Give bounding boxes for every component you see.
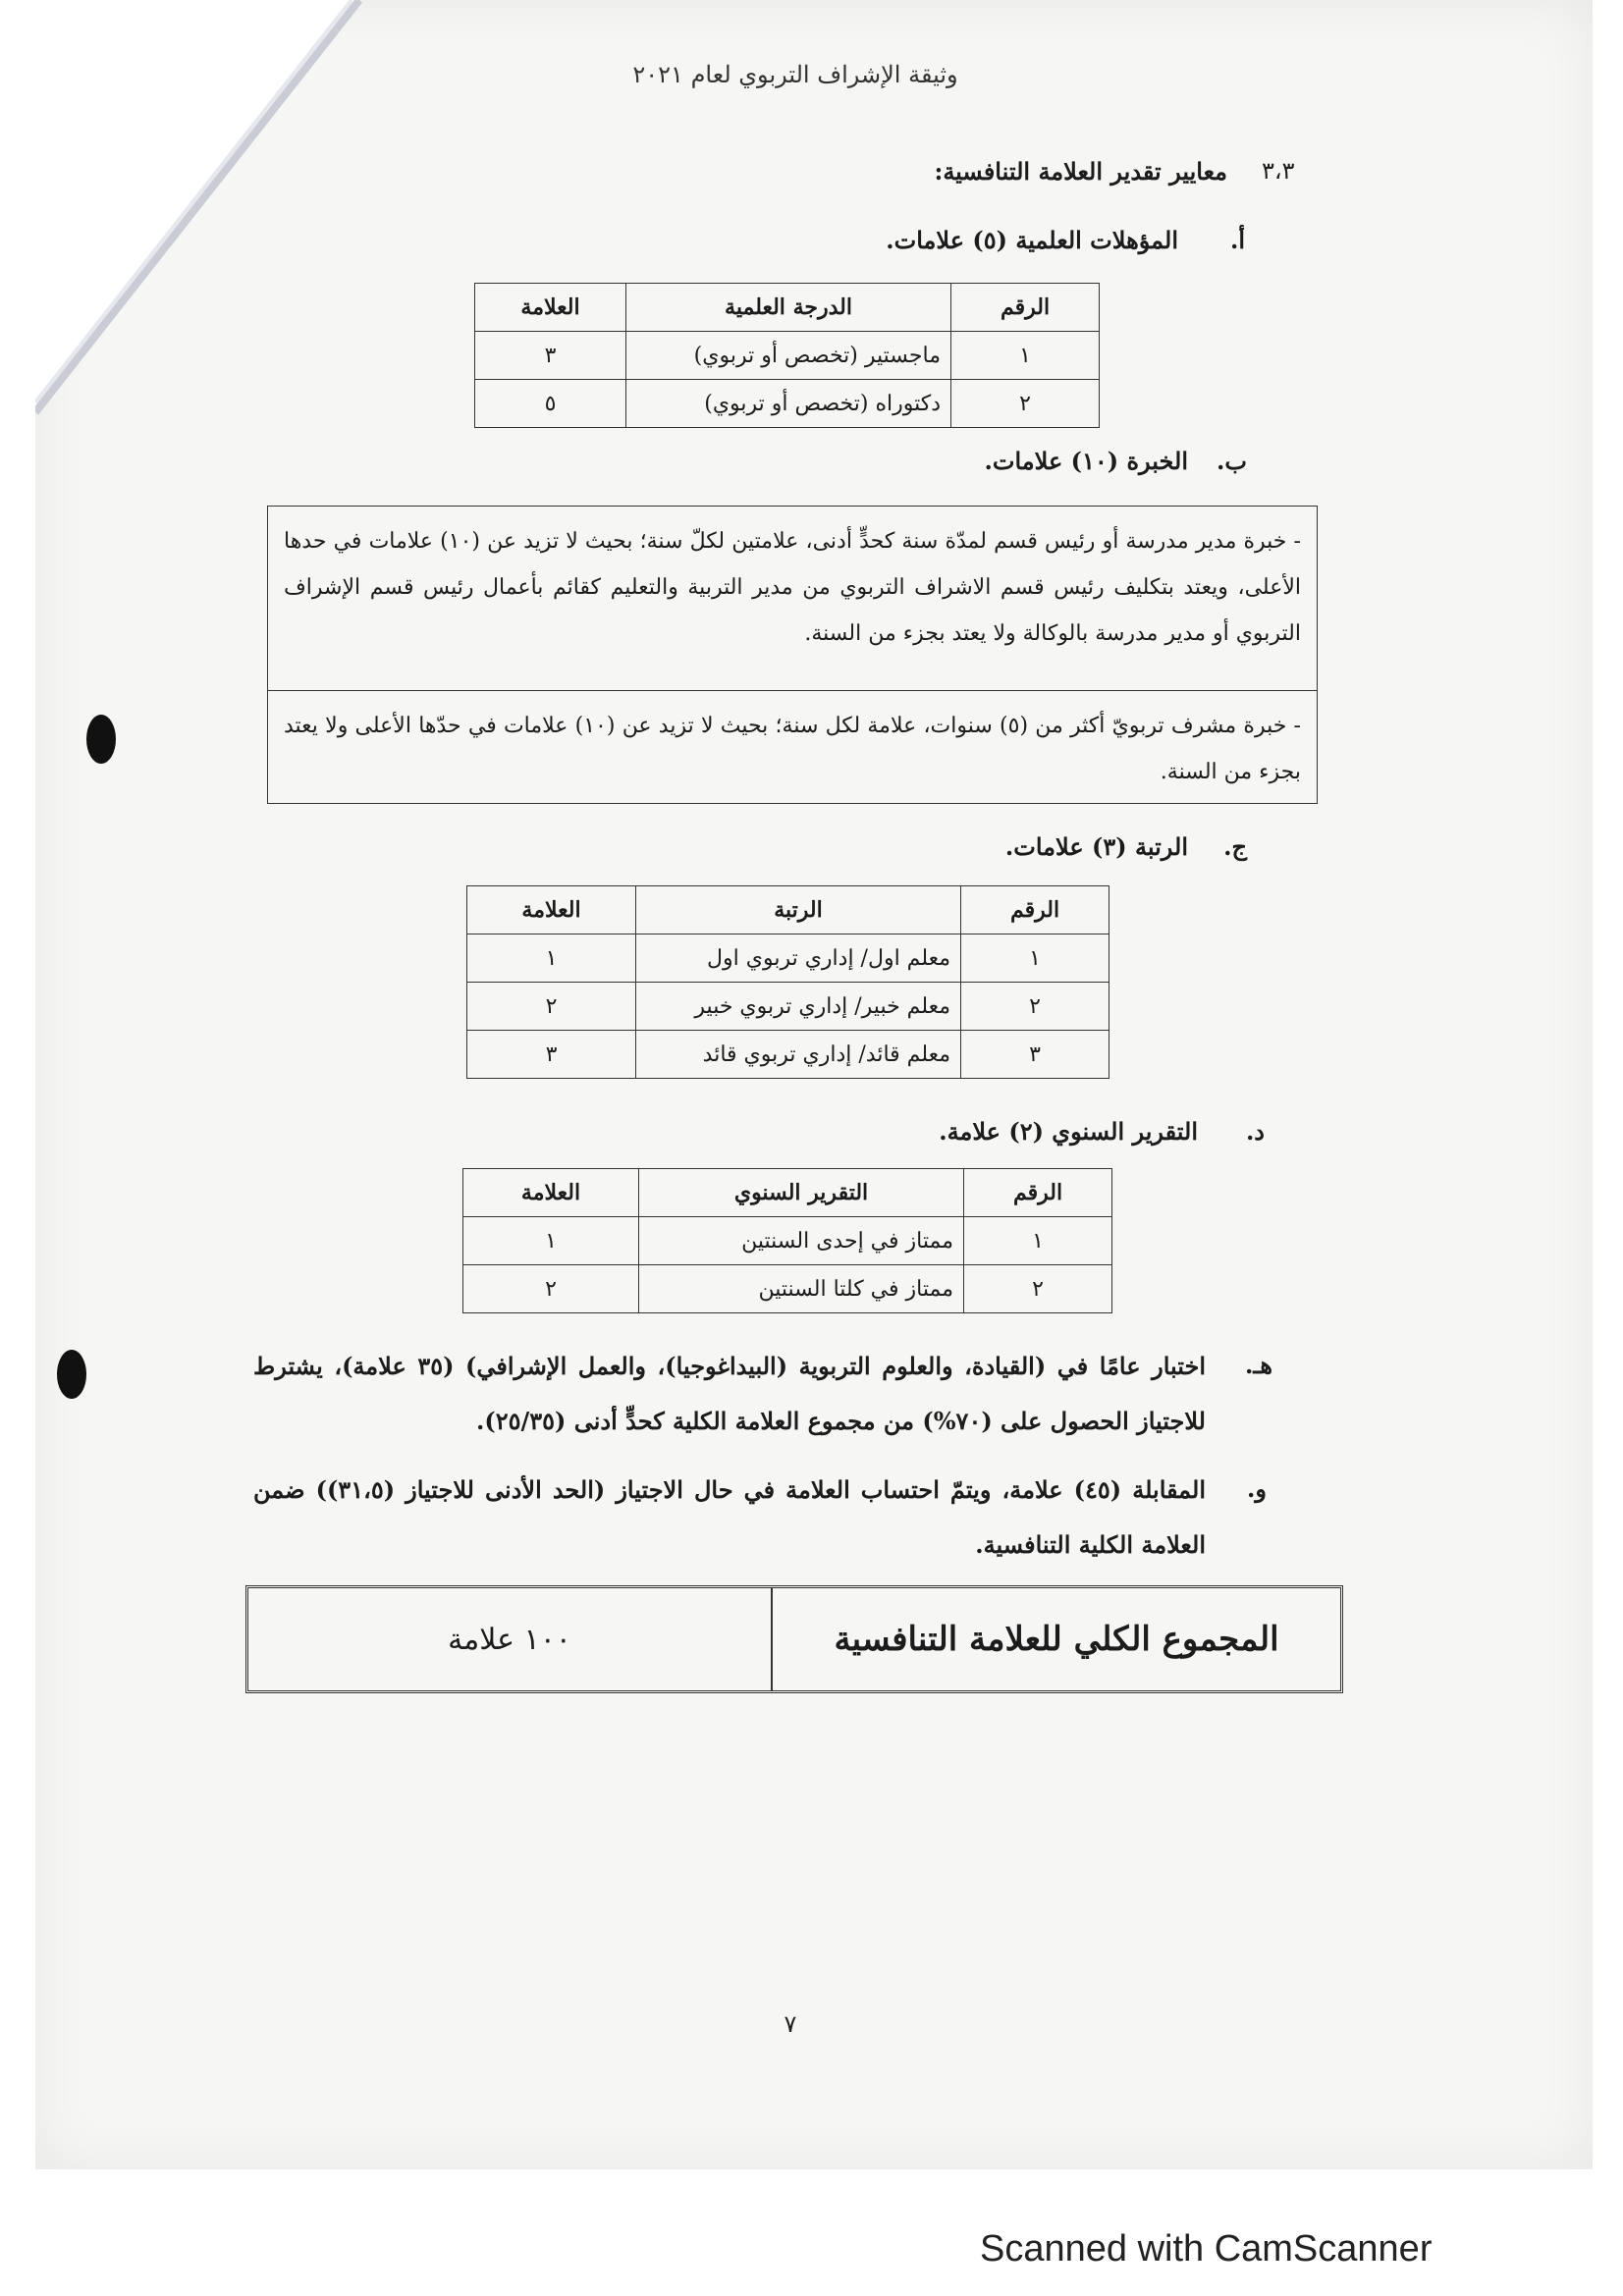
row-mark: ١ [467, 934, 636, 983]
row-number: ٢ [951, 380, 1100, 428]
column-header-report: التقرير السنوي [639, 1169, 964, 1217]
interview-paragraph: المقابلة (٤٥) علامة، ويتمّ احتساب العلامة في حال الاجتياز (الحد الأدنى للاجتياز (٣١،٥)) ضمن العلامة الكلية التنافسية. [253, 1475, 1206, 1559]
experience-marker: ب. [1217, 447, 1247, 475]
column-header-number: الرقم [964, 1169, 1112, 1217]
total-value: ١٠٠ علامة [448, 1622, 571, 1657]
annual-report-title: التقرير السنوي (٢) علامة. [939, 1117, 1198, 1146]
column-header-mark: العلامة [463, 1169, 639, 1217]
experience-item: - خبرة مشرف تربويّ أكثر من (٥) سنوات، علامة لكل سنة؛ بحيث لا تزيد عن (١٠) علامات في حدّها الأعلى ولا يعتد بجزء من السنة. [284, 714, 1301, 784]
scanner-watermark: Scanned with CamScanner [980, 2228, 1433, 2269]
row-mark: ٢ [467, 983, 636, 1031]
annual-report-marker: د. [1245, 1117, 1265, 1146]
table-row [463, 1217, 1112, 1265]
punch-hole [57, 1350, 86, 1399]
row-mark: ٣ [467, 1031, 636, 1079]
rank-table [466, 885, 1109, 1079]
total-label: المجموع الكلي للعلامة التنافسية [771, 1588, 1340, 1690]
punch-hole [86, 715, 116, 764]
row-rank: معلم خبير/ إداري تربوي خبير [636, 983, 961, 1031]
row-degree: دكتوراه (تخصص أو تربوي) [626, 380, 951, 428]
table-row [475, 380, 1100, 428]
table-header-row [467, 886, 1109, 934]
row-rank: معلم اول/ إداري تربوي اول [636, 934, 961, 983]
row-mark: ١ [463, 1217, 639, 1265]
qualifications-title: المؤهلات العلمية (٥) علامات. [886, 226, 1178, 254]
table-row [467, 934, 1109, 983]
column-header-degree: الدرجة العلمية [626, 284, 951, 332]
experience-box [267, 506, 1318, 804]
row-number: ١ [951, 332, 1100, 380]
experience-item: - خبرة مدير مدرسة أو رئيس قسم لمدّة سنة كحدٍّ أدنى، علامتين لكلّ سنة؛ بحيث لا تزيد عن (١٠) علامات في حدها الأعلى، ويعتد بتكليف رئيس قسم الاشراف التربوي من مدير التربية والتعليم كقائم بأعمال رئيس قسم الإشراف التربوي أو مدير مدرسة بالوكالة ولا يعتد بجزء من السنة. [268, 507, 1317, 691]
rank-title: الرتبة (٣) علامات. [1004, 832, 1188, 861]
row-mark: ٣ [475, 332, 626, 380]
experience-title: الخبرة (١٠) علامات. [984, 447, 1188, 475]
row-mark: ٢ [463, 1265, 639, 1313]
section-number: ٣،٣ [1262, 157, 1295, 185]
qualifications-marker: أ. [1229, 226, 1245, 254]
table-row [475, 332, 1100, 380]
table-row [467, 983, 1109, 1031]
column-header-mark: العلامة [475, 284, 626, 332]
folded-corner-shadow [35, 0, 428, 432]
document-header: وثيقة الإشراف التربوي لعام ٢٠٢١ [632, 61, 958, 88]
column-header-rank: الرتبة [636, 886, 961, 934]
total-score-box [245, 1585, 1343, 1693]
exam-marker: هـ. [1244, 1351, 1272, 1379]
section-title: معايير تقدير العلامة التنافسية: [934, 157, 1227, 186]
column-header-number: الرقم [961, 886, 1109, 934]
table-header-row [463, 1169, 1112, 1217]
row-number: ٣ [961, 1031, 1109, 1079]
row-rank: معلم قائد/ إداري تربوي قائد [636, 1031, 961, 1079]
qualifications-table [474, 283, 1100, 428]
row-degree: ماجستير (تخصص أو تربوي) [626, 332, 951, 380]
interview-marker: و. [1247, 1474, 1267, 1503]
annual-report-table [462, 1168, 1112, 1313]
table-header-row [475, 284, 1100, 332]
row-number: ١ [961, 934, 1109, 983]
table-row [467, 1031, 1109, 1079]
table-row [463, 1265, 1112, 1313]
exam-paragraph: اختبار عامًا في (القيادة، والعلوم التربوية (البيداغوجيا)، والعمل الإشرافي) (٣٥ علامة)، يشترط للاجتياز الحصول على (٧٠%) من مجموع العلامة الكلية كحدٍّ أدنى (٢٥/٣٥). [253, 1352, 1207, 1435]
page-number: ٧ [784, 2010, 797, 2038]
row-report: ممتاز في كلتا السنتين [639, 1265, 964, 1313]
row-number: ٢ [964, 1265, 1112, 1313]
column-header-mark: العلامة [467, 886, 636, 934]
column-header-number: الرقم [951, 284, 1100, 332]
rank-marker: ج. [1223, 832, 1247, 861]
row-number: ١ [964, 1217, 1112, 1265]
row-report: ممتاز في إحدى السنتين [639, 1217, 964, 1265]
row-number: ٢ [961, 983, 1109, 1031]
row-mark: ٥ [475, 380, 626, 428]
